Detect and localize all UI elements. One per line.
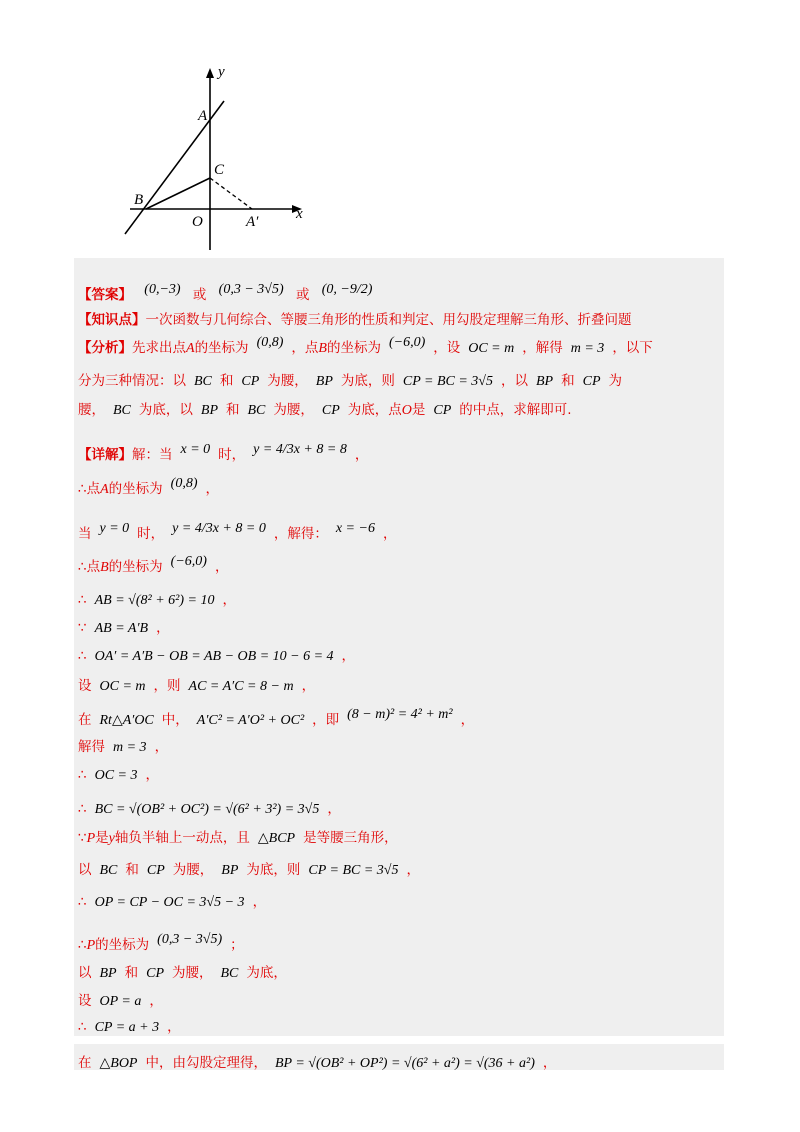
text: 以 — [78, 862, 92, 878]
text: ， — [341, 648, 356, 664]
detail-line-18 — [78, 992, 163, 1011]
detail-line-15 — [78, 893, 266, 912]
math: BC — [247, 403, 266, 418]
detail-line-8 — [78, 677, 315, 696]
text: 的坐标为 — [108, 481, 163, 497]
math: CP — [433, 403, 452, 418]
text: ，即 — [312, 712, 340, 728]
segment-ca-prime — [210, 178, 252, 209]
math: BP — [536, 374, 554, 389]
text: ， — [327, 801, 341, 817]
text: 中，由勾股定理得， — [145, 1055, 267, 1071]
text: 轴负半轴上一动点，且 — [114, 830, 250, 846]
text: ，则 — [153, 678, 181, 694]
math: m = 3 — [570, 341, 605, 356]
math: y = 0 — [99, 521, 130, 536]
text: y — [108, 831, 115, 846]
math: AC = A′C = 8 − m — [188, 679, 294, 694]
text: 的坐标为 — [108, 559, 163, 575]
text: ， — [145, 767, 159, 783]
math: (−6,0) — [388, 335, 426, 350]
analysis-line-1 — [78, 335, 653, 358]
text: B — [318, 341, 327, 356]
analysis-line-2 — [78, 372, 622, 391]
label-o: O — [192, 214, 203, 230]
text: 解得 — [78, 739, 105, 755]
math: CP — [582, 374, 601, 389]
analysis-tag: 【分析】 — [78, 340, 132, 356]
math: CP — [146, 966, 164, 981]
text: 为 — [608, 373, 622, 389]
math: BP = √(OB² + OP²) = √(6² + a²) = √(36 + a²) — [274, 1056, 535, 1071]
math: BC = √(OB² + OC²) = √(6² + 3²) = 3√5 — [94, 802, 320, 817]
detail-line-11 — [78, 766, 159, 785]
text: 在 — [78, 712, 92, 728]
text: 为腰， — [273, 402, 314, 418]
knowledge-tag: 【知识点】 — [78, 312, 146, 328]
text: ， — [542, 1055, 557, 1071]
math: AB = A′B — [94, 621, 149, 636]
text: 和 — [226, 402, 240, 418]
text: 和 — [561, 373, 575, 389]
label-c: C — [214, 162, 225, 178]
text: 是 — [95, 830, 109, 846]
answer-line — [78, 282, 380, 305]
text: ，以下 — [612, 340, 653, 356]
detail-line-12 — [78, 800, 341, 819]
text: 的中点，求解即可. — [459, 402, 572, 418]
detail-line-17 — [78, 964, 287, 983]
text: ， — [205, 481, 219, 497]
knowledge-text: 一次函数与几何综合、等腰三角形的性质和判定、用勾股定理解三角形、折叠问题 — [145, 312, 632, 328]
text: ∴点 — [78, 559, 101, 575]
math: △BOP — [99, 1056, 138, 1071]
detail-line-13 — [78, 829, 398, 848]
text: ，解得： — [273, 526, 328, 542]
text: ∴ — [78, 648, 87, 664]
answer-tag: 【答案】 — [78, 287, 132, 303]
text: 和 — [124, 965, 139, 981]
text: 的坐标为 — [326, 340, 381, 356]
label-y: y — [218, 64, 225, 80]
text: 是 — [411, 402, 426, 418]
detail-line-2 — [78, 476, 219, 499]
text: 为底，点 — [347, 402, 402, 418]
text: ∴ — [78, 894, 87, 910]
text: ， — [154, 739, 169, 755]
text: O — [401, 403, 412, 418]
text: ， — [460, 712, 475, 728]
detail-line-4 — [78, 554, 229, 577]
text: ， — [382, 526, 397, 542]
math: CP = BC = 3√5 — [402, 374, 493, 389]
answer-value-3: (0, −9/2) — [321, 282, 373, 297]
text: A — [186, 341, 195, 356]
answer-or-1: 或 — [192, 287, 207, 303]
text: ∴点 — [78, 481, 101, 497]
math: BC — [113, 403, 131, 418]
figure-svg — [110, 66, 310, 250]
text: 中， — [161, 712, 189, 728]
math: BP — [221, 863, 239, 878]
math: BP — [315, 374, 333, 389]
math: CP — [146, 863, 165, 878]
math: (0,8) — [170, 476, 198, 491]
detail-line-9 — [78, 707, 475, 730]
math: (0,8) — [256, 335, 284, 350]
detail-line-5 — [78, 591, 236, 610]
text: ∵ — [78, 830, 87, 846]
math: OC = m — [99, 679, 146, 694]
text: 的坐标为 — [95, 937, 150, 953]
line-ab — [125, 101, 224, 234]
math: CP = BC = 3√5 — [308, 863, 399, 878]
text: ； — [230, 937, 244, 953]
math: OA′ = A′B − OB = AB − OB = 10 − 6 = 4 — [94, 649, 334, 664]
text: ， — [222, 592, 236, 608]
detail-line-10 — [78, 738, 168, 757]
text: 当 — [78, 526, 92, 542]
detail-tag: 【详解】 — [78, 447, 132, 463]
text: ， — [252, 894, 267, 910]
math: Rt△A′OC — [99, 713, 154, 728]
text: ， — [167, 1019, 181, 1035]
text: P — [86, 938, 96, 953]
math: (0,3 − 3√5) — [157, 932, 223, 947]
text: ，解得 — [522, 340, 563, 356]
text: ， — [354, 447, 369, 463]
detail-line-1 — [78, 442, 369, 465]
math: OC = 3 — [94, 768, 138, 783]
label-x: x — [296, 206, 303, 222]
text: 设 — [78, 993, 92, 1009]
text: 是等腰三角形， — [303, 830, 398, 846]
text: ∴ — [78, 801, 87, 817]
text: ， — [149, 993, 163, 1009]
text: ， — [301, 678, 316, 694]
text: ∴ — [78, 1019, 87, 1035]
text: 为底，以 — [138, 402, 193, 418]
math: OP = CP − OC = 3√5 − 3 — [94, 895, 245, 910]
label-a-prime: A′ — [246, 214, 259, 230]
text: ∴ — [78, 937, 87, 953]
math: CP = a + 3 — [94, 1020, 160, 1035]
analysis-line-3 — [78, 401, 572, 420]
math: BC — [194, 374, 212, 389]
text: 在 — [78, 1055, 92, 1071]
label-a: A — [198, 108, 208, 124]
detail-line-7 — [78, 647, 355, 666]
math: CP — [321, 403, 340, 418]
text: ， — [214, 559, 229, 575]
text: 为腰， — [267, 373, 308, 389]
text: 设 — [78, 678, 92, 694]
knowledge-line — [78, 311, 632, 329]
detail-line-16 — [78, 932, 244, 955]
math: x = −6 — [335, 521, 375, 536]
text: ∵ — [78, 620, 87, 636]
text: 为底，则 — [340, 373, 395, 389]
math: (8 − m)² = 4² + m² — [347, 707, 453, 722]
text: ， — [156, 620, 170, 636]
text: 为底， — [246, 965, 287, 981]
geometry-figure — [110, 66, 310, 250]
text: 为腰， — [172, 862, 214, 878]
detail-line-6 — [78, 619, 170, 638]
text: ， — [406, 862, 420, 878]
math: m = 3 — [113, 740, 147, 755]
text: 和 — [125, 862, 139, 878]
text: 时， — [218, 447, 246, 463]
math: OP = a — [99, 994, 142, 1009]
text: ，设 — [433, 340, 461, 356]
answer-value-1: (0,−3) — [144, 282, 181, 297]
text: 分为三种情况：以 — [78, 373, 186, 389]
text: 为底，则 — [246, 862, 301, 878]
text: 解：当 — [132, 447, 173, 463]
answer-value-2: (0,3 − 3√5) — [218, 282, 284, 297]
math: A′C² = A′O² + OC² — [196, 713, 305, 728]
answer-or-2: 或 — [295, 287, 310, 303]
text: 为腰， — [172, 965, 213, 981]
math: BC — [220, 966, 239, 981]
text: ∴ — [78, 592, 87, 608]
y-axis-arrow — [206, 68, 214, 78]
text: 的坐标为 — [194, 340, 249, 356]
text: ，点 — [291, 340, 319, 356]
math: (−6,0) — [170, 554, 207, 569]
math: BC — [99, 863, 118, 878]
text: ∴ — [78, 767, 87, 783]
math: AB = √(8² + 6²) = 10 — [94, 593, 215, 608]
text: A — [100, 482, 109, 497]
text: 时， — [137, 526, 165, 542]
math: CP — [241, 374, 260, 389]
text: 以 — [78, 965, 92, 981]
text: 先求出点 — [132, 340, 186, 356]
math: OC = m — [468, 341, 515, 356]
detail-line-3 — [78, 521, 397, 544]
math: y = 4/3x + 8 = 0 — [172, 521, 266, 536]
text: ，以 — [501, 373, 528, 389]
text: B — [100, 560, 109, 575]
math: y = 4/3x + 8 = 8 — [253, 442, 347, 457]
detail-line-14 — [78, 861, 420, 880]
detail-line-19 — [78, 1018, 181, 1037]
text: 和 — [219, 373, 234, 389]
label-b: B — [134, 192, 144, 208]
detail-line-20 — [78, 1054, 556, 1073]
text: P — [86, 831, 96, 846]
math: BP — [99, 966, 117, 981]
math: △BCP — [257, 831, 296, 846]
math: x = 0 — [180, 442, 211, 457]
text: 腰， — [78, 402, 105, 418]
math: BP — [200, 403, 218, 418]
